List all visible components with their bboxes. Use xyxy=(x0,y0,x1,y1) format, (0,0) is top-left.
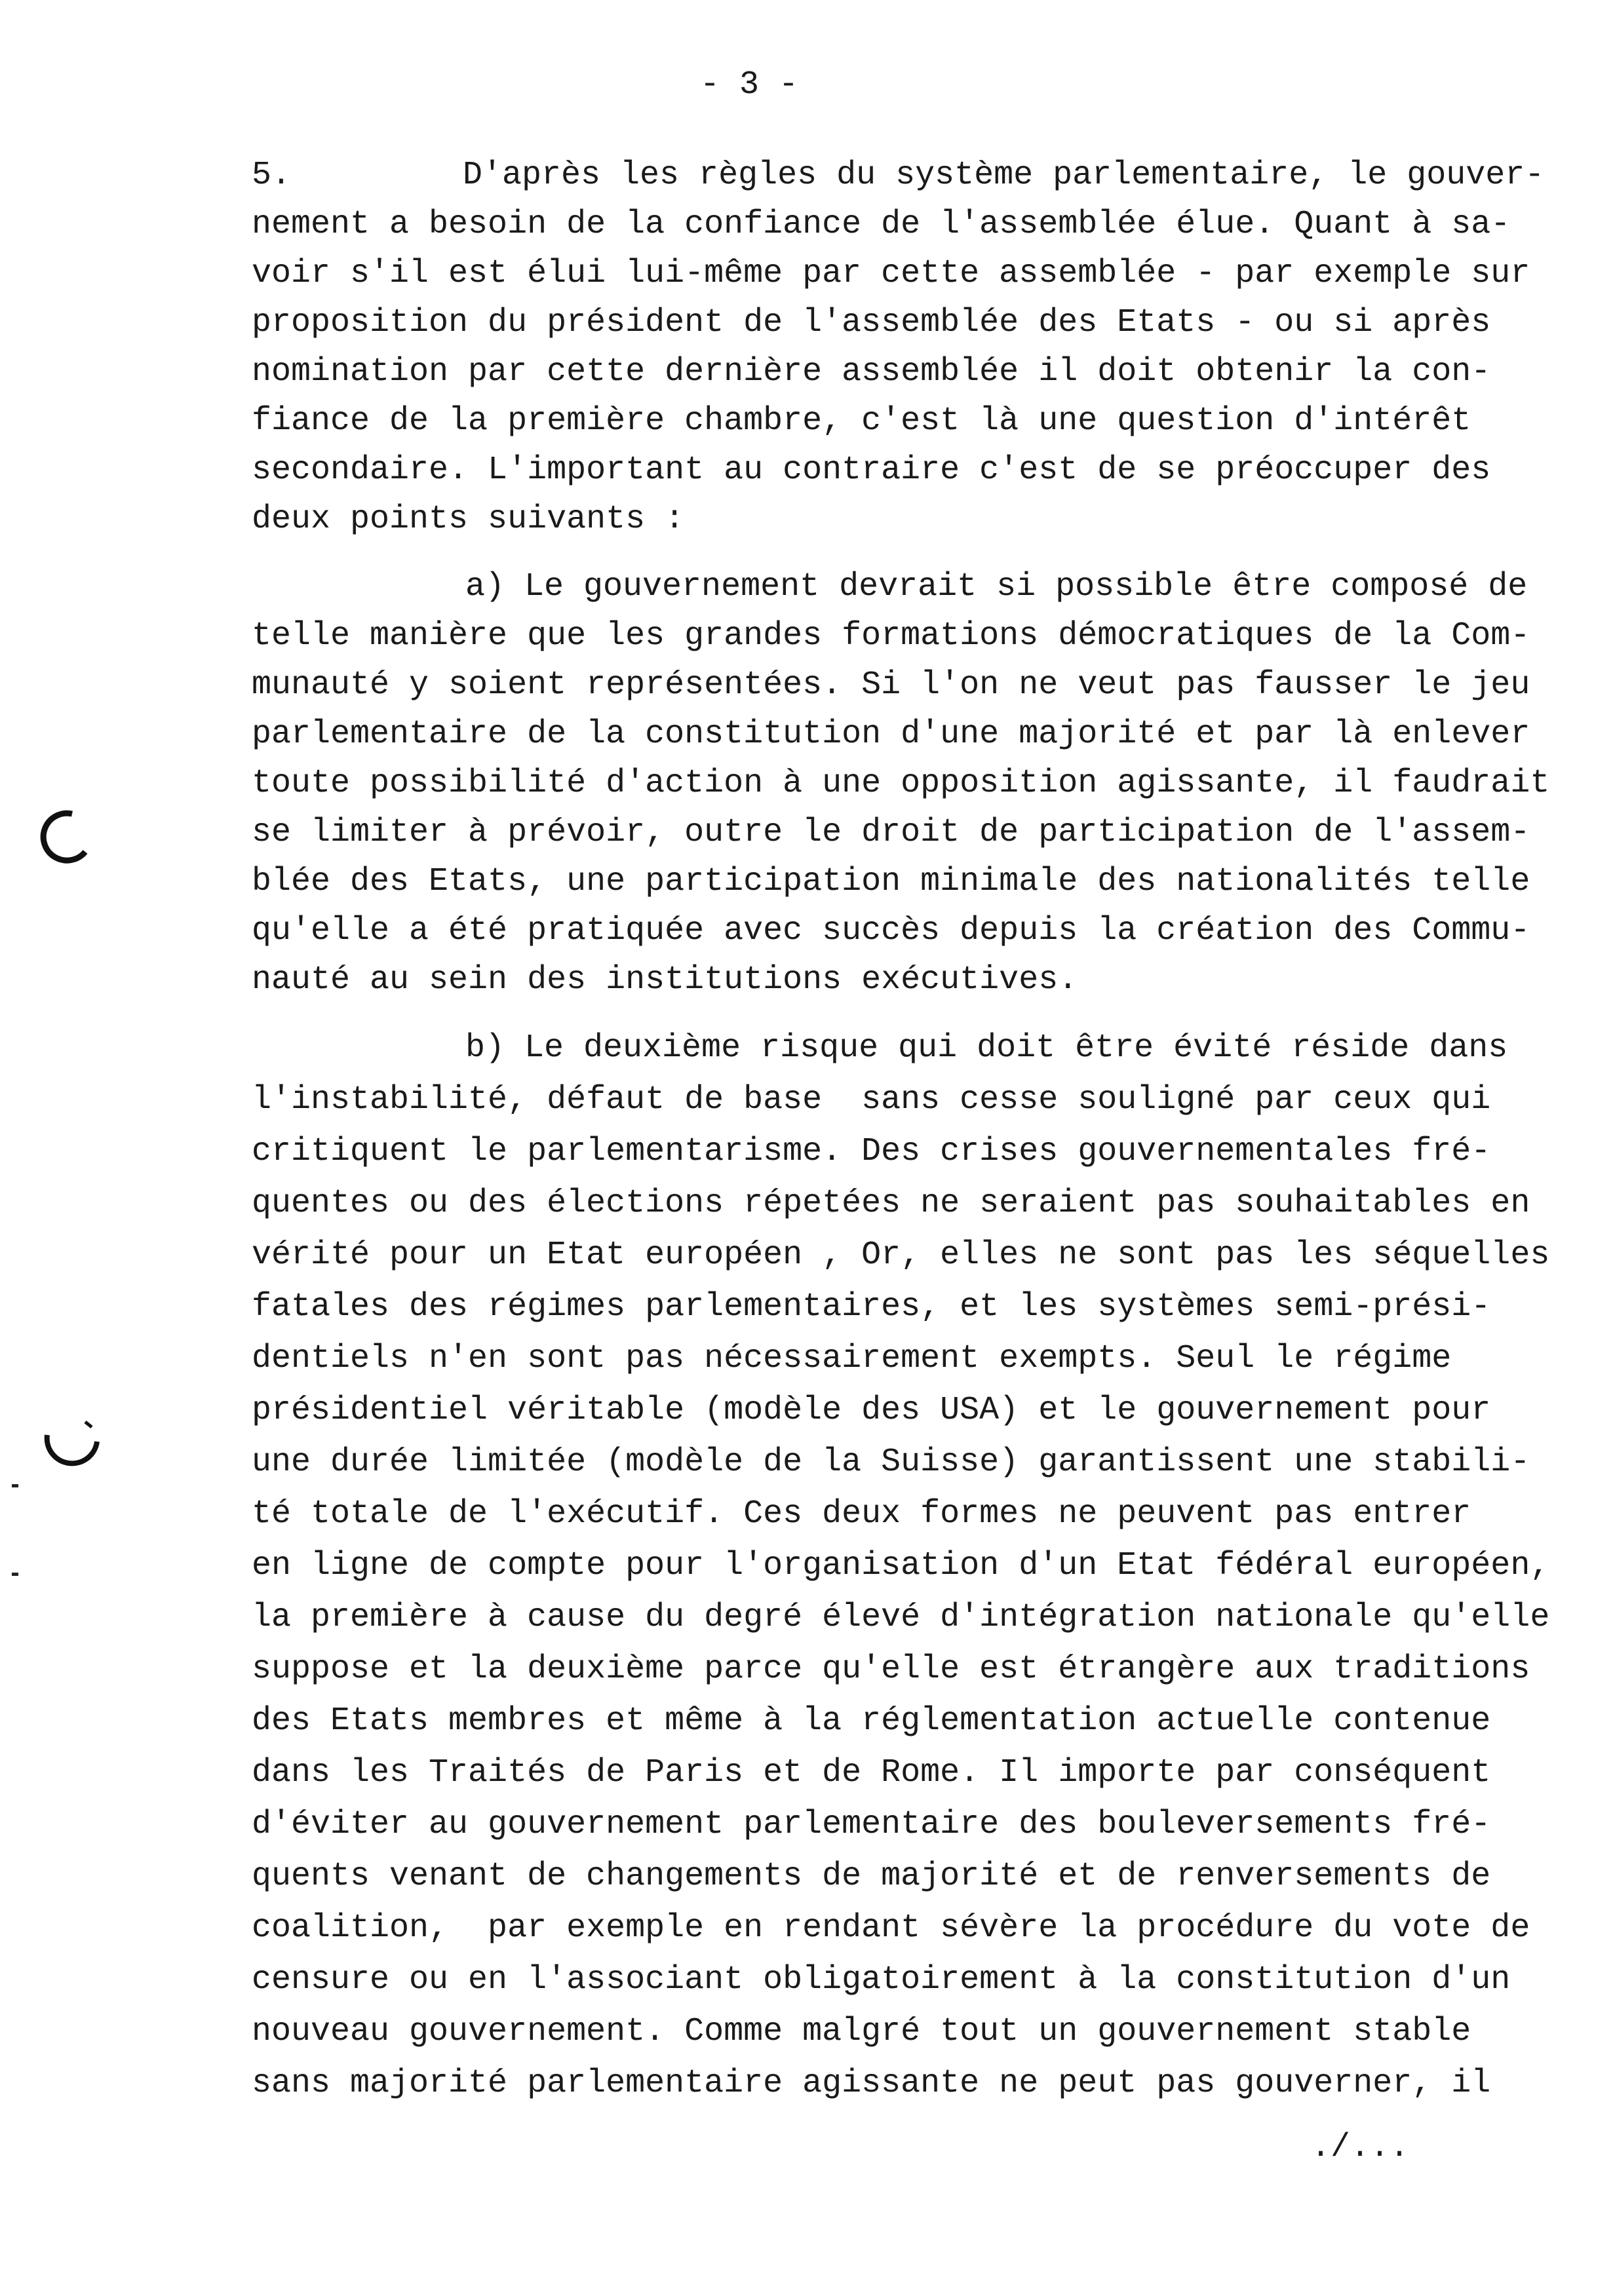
text-line-content: b) Le deuxième risque qui doit être évité réside dans xyxy=(465,1029,1508,1067)
text-line: qu'elle a été pratiquée avec succès depuis la création des Commu- xyxy=(252,912,1530,949)
text-line: blée des Etats, une participation minimale des nationalités telle xyxy=(252,863,1530,900)
text-line: voir s'il est élui lui-même par cette assemblée - par exemple sur xyxy=(252,255,1530,292)
text-line: présidentiel véritable (modèle des USA) et le gouvernement pour xyxy=(252,1392,1491,1429)
page-number: - 3 - xyxy=(700,66,799,104)
text-line: une durée limitée (modèle de la Suisse) garantissent une stabili- xyxy=(252,1444,1530,1481)
text-line: quents venant de changements de majorité et de renversements de xyxy=(252,1858,1491,1895)
scan-speck xyxy=(12,1573,18,1576)
text-line: deux points suivants : xyxy=(252,501,685,538)
punch-hole-mark-icon xyxy=(33,806,92,865)
text-line: dentiels n'en sont pas nécessairement exempts. Seul le régime xyxy=(252,1340,1452,1377)
text-line: proposition du président de l'assemblée des Etats - ou si après xyxy=(252,304,1491,341)
text-line: censure ou en l'associant obligatoirement à la constitution d'un xyxy=(252,1961,1511,1999)
text-line: suppose et la deuxième parce qu'elle est étrangère aux traditions xyxy=(252,1651,1530,1688)
text-line: secondaire. L'important au contraire c'est de se préoccuper des xyxy=(252,451,1491,489)
text-line: telle manière que les grandes formations démocratiques de la Com- xyxy=(252,617,1530,655)
text-line xyxy=(252,1022,1549,1074)
text-line-content: D'après les règles du système parlementaire, le gouver- xyxy=(463,157,1545,194)
text-line xyxy=(252,562,1549,611)
text-line: l'instabilité, défaut de base sans cesse souligné par ceux qui xyxy=(252,1081,1491,1119)
text-line-content: a) Le gouvernement devrait si possible être composé de xyxy=(465,568,1528,605)
text-line: la première à cause du degré élevé d'intégration nationale qu'elle xyxy=(252,1599,1550,1636)
scan-speck xyxy=(12,1484,18,1487)
text-line: parlementaire de la constitution d'une majorité et par là enlever xyxy=(252,716,1530,753)
text-line: vérité pour un Etat européen , Or, elles ne sont pas les séquelles xyxy=(252,1236,1550,1274)
punch-hole-mark-icon xyxy=(39,1415,105,1474)
text-line: des Etats membres et même à la réglementation actuelle contenue xyxy=(252,1702,1491,1740)
text-line: dans les Traités de Paris et de Rome. Il importe par conséquent xyxy=(252,1754,1491,1791)
text-line: nomination par cette dernière assemblée il doit obtenir la con- xyxy=(252,353,1491,391)
text-line: nouveau gouvernement. Comme malgré tout un gouvernement stable xyxy=(252,2013,1471,2050)
text-line: nauté au sein des institutions exécutives. xyxy=(252,961,1078,999)
text-line: nement a besoin de la confiance de l'assemblée élue. Quant à sa- xyxy=(252,206,1511,243)
text-line: fiance de la première chambre, c'est là une question d'intérêt xyxy=(252,402,1471,440)
text-line: se limiter à prévoir, outre le droit de participation de l'assem- xyxy=(252,814,1530,851)
text-line: fatales des régimes parlementaires, et les systèmes semi-prési- xyxy=(252,1288,1491,1326)
text-line xyxy=(252,151,1544,200)
text-line: quentes ou des élections répetées ne seraient pas souhaitables en xyxy=(252,1185,1530,1222)
point-a xyxy=(252,562,1549,1004)
point-b xyxy=(252,1022,1549,2109)
text-line: sans majorité parlementaire agissante ne peut pas gouverner, il xyxy=(252,2065,1491,2102)
text-line: coalition, par exemple en rendant sévère la procédure du vote de xyxy=(252,1909,1530,1947)
text-line: té totale de l'exécutif. Ces deux formes ne peuvent pas entrer xyxy=(252,1495,1471,1533)
text-line: en ligne de compte pour l'organisation d'un Etat fédéral européen, xyxy=(252,1547,1550,1584)
text-line: critiquent le parlementarisme. Des crises gouvernementales fré- xyxy=(252,1133,1491,1170)
paragraph-5 xyxy=(252,151,1544,544)
text-line: d'éviter au gouvernement parlementaire des bouleversements fré- xyxy=(252,1806,1491,1843)
text-line: toute possibilité d'action à une opposition agissante, il faudrait xyxy=(252,765,1550,802)
continuation-mark: ./... xyxy=(1311,2129,1410,2166)
text-line: munauté y soient représentées. Si l'on ne veut pas fausser le jeu xyxy=(252,666,1530,704)
paragraph-number: 5. xyxy=(252,157,292,194)
